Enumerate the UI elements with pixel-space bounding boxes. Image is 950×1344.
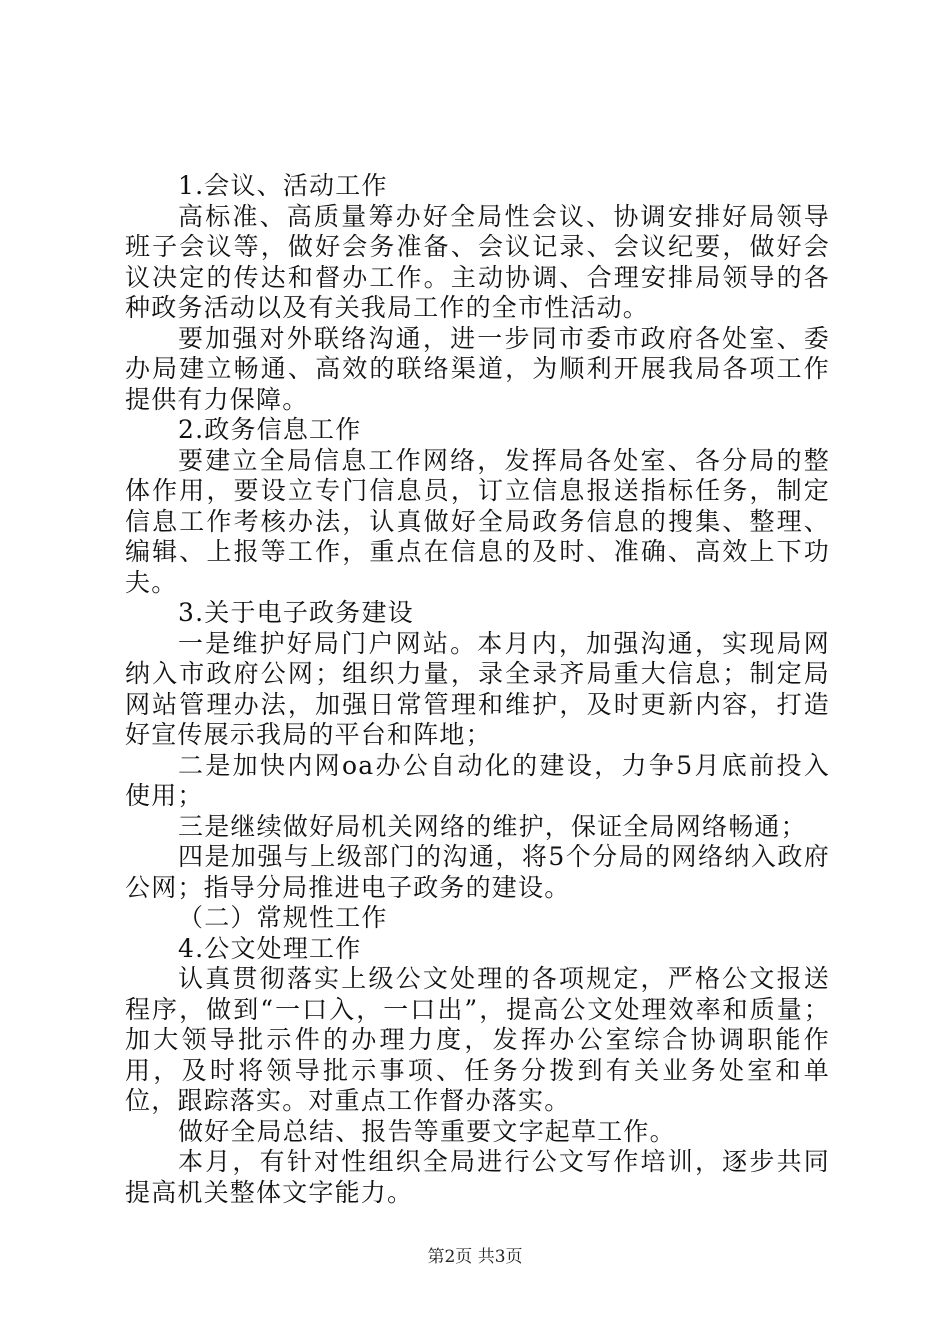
paragraph-network: 三是继续做好局机关网络的维护，保证全局网络畅通； (178, 811, 807, 841)
document-body (125, 171, 830, 1208)
paragraph-meetings: 高标准、高质量筹办好全局性会议、协调安排好局领导班子会议等，做好会务准备、会议记录、会议纪要，做好会议决定的传达和督办工作。主动协调、合理安排局领导的各种政务活动以及有关我局工作的全市性活动。 (125, 201, 830, 322)
paragraph-oa: 二是加快内网oa办公自动化的建设，力争5月底前投入使用； (125, 750, 830, 810)
paragraph-training: 本月，有针对性组织全局进行公文写作培训，逐步共同提高机关整体文字能力。 (125, 1147, 830, 1207)
section-heading-meetings: 1.会议、活动工作 (178, 171, 388, 200)
page-number-footer: 第2页 共3页 (427, 1247, 523, 1267)
paragraph-public-network: 四是加强与上级部门的沟通，将5个分局的网络纳入政府公网；指导分局推进电子政务的建设。 (125, 842, 830, 902)
section-heading-routine: （二）常规性工作 (178, 903, 388, 932)
paragraph-drafting: 做好全局总结、报告等重要文字起草工作。 (178, 1116, 676, 1146)
section-heading-information: 2.政务信息工作 (178, 415, 362, 444)
section-heading-e-government: 3.关于电子政务建设 (178, 598, 414, 627)
section-heading-documents: 4.公文处理工作 (178, 933, 362, 963)
paragraph-liaison: 要加强对外联络沟通，进一步同市委市政府各处室、委办局建立畅通、高效的联络渠道，为顺利开展我局各项工作提供有力保障。 (125, 323, 830, 414)
paragraph-documents: 认真贯彻落实上级公文处理的各项规定，严格公文报送程序，做到“一口入，一口出”，提高公文处理效率和质量；加大领导批示件的办理力度，发挥办公室综合协调职能作用，及时将领导批示事项、任务分拨到有关业务处室和单位，跟踪落实。对重点工作督办落实。 (125, 964, 830, 1115)
paragraph-information: 要建立全局信息工作网络，发挥局各处室、各分局的整体作用，要设立专门信息员，订立信息报送指标任务，制定信息工作考核办法，认真做好全局政务信息的搜集、整理、编辑、上报等工作，重点在信息的及时、准确、高效上下功夫。 (125, 445, 830, 597)
paragraph-portal: 一是维护好局门户网站。本月内，加强沟通，实现局网纳入市政府公网；组织力量，录全录齐局重大信息；制定局网站管理办法，加强日常管理和维护，及时更新内容，打造好宣传展示我局的平台和阵地； (125, 628, 830, 749)
